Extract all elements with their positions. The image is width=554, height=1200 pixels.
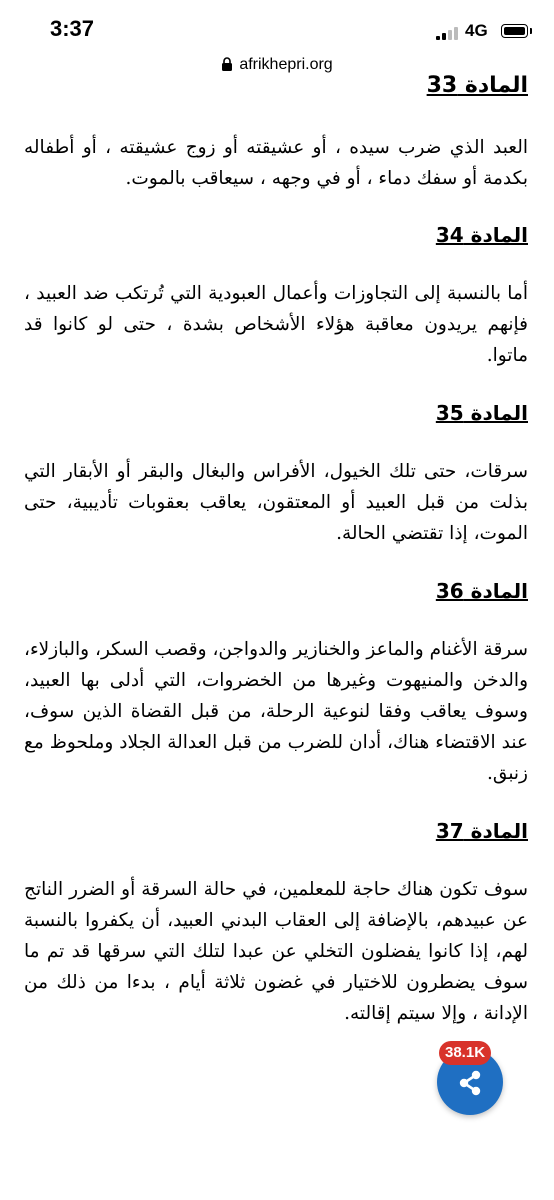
battery-icon	[501, 24, 528, 38]
article-heading: المادة 37	[435, 819, 528, 843]
article-heading: المادة 34	[435, 223, 528, 247]
status-time: 3:37	[50, 16, 95, 41]
article-heading: المادة 35	[435, 401, 528, 425]
article-body	[24, 73, 528, 1029]
cut-off-heading: المادة 33	[426, 73, 528, 98]
status-bar	[0, 0, 554, 58]
share-count-badge: 38.1K	[439, 1041, 491, 1065]
article-paragraph: سوف تكون هناك حاجة للمعلمين، في حالة السرقة أو الضرر الناتج عن عبيدهم، بالإضافة إلى العقاب البدني العبيد، أن يكفروا بالنسبة لهم، إذا كانوا يفضلون التخلي عن عبدا لتلك التي سرقها قد تم ما سوف يضطرون للاختيار في غضون ثلاثة أيام ، بدءا من ذلك من الإدانة ، وإلا سيتم إقالته.	[24, 879, 528, 1024]
article-paragraph: أما بالنسبة إلى التجاوزات وأعمال العبودية التي تُرتكب ضد العبيد ، فإنهم يريدون معاقبة هؤلاء الأشخاص بشدة ، حتى لو كانوا قد ماتوا.	[24, 283, 528, 366]
article-paragraph: العبد الذي ضرب سيده ، أو عشيقته أو زوج عشيقته ، أو أطفاله بكدمة أو سفك دماء ، أو في وجهه ، سيعاقب بالموت.	[24, 137, 528, 189]
article-paragraph: سرقة الأغنام والماعز والخنازير والدواجن، وقصب السكر، والبازلاء، والدخن والمنيهوت وغيرها من الخضروات، التي أدلى بها العبيد، وسوف يعاقب وفقا لنوعية الرحلة، من قبل القضاة الذين سوف، عند الاقتضاء هناك، أدان للضرب من قبل العدالة الجلاد وملحوظ مع زنبق.	[24, 639, 528, 784]
article-heading: المادة 36	[435, 579, 528, 603]
network-type: 4G	[465, 21, 488, 40]
cellular-signal-icon	[436, 26, 458, 40]
url-text: afrikhepri.org	[239, 56, 333, 73]
share-icon	[457, 1070, 483, 1096]
lock-icon	[221, 57, 233, 71]
page-content[interactable]	[0, 73, 554, 1200]
article-paragraph: سرقات، حتى تلك الخيول، الأفراس والبغال والبقر أو الأبقار التي بذلت من قبل العبيد أو المعتقون، يعاقب بعقوبات تأديبية، حتى الموت، إذا تقتضي الحالة.	[24, 461, 528, 544]
